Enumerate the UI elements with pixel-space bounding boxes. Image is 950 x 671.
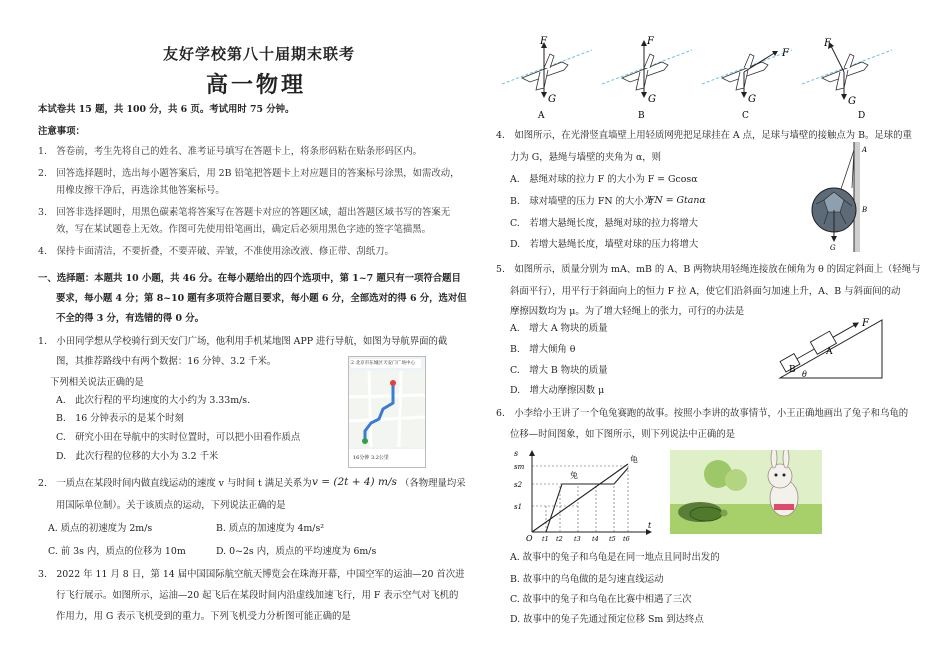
section1-line: 不全的得 3 分，有选错的得 0 分。 [56,313,204,324]
fig-c-label: C [742,111,749,121]
fig-b-label: B [638,111,645,121]
q5-fig-f-label: F [862,318,869,329]
q3-force-figures [492,32,900,122]
graph-rabbit-label: 兔 [570,471,578,480]
q4-option-d: D. 若增大悬绳长度，墙壁对球的压力将增大 [510,239,699,250]
fig-b-f-label: F [647,36,654,47]
navigation-map-figure [348,356,426,468]
q1-option-b: B. 16 分钟表示的是某个时刻 [56,413,184,424]
fig-d-label: D [858,111,866,121]
q4-fig-a-label: A [862,146,868,154]
graph-t-label: t [648,521,652,530]
q2-stem: 2. 一质点在某段时间内做直线运动的速度 v 与时间 t 满足关系为 [38,478,312,489]
graph-tick-t1: t1 [542,535,549,542]
q4-option-b: B. 球对墙壁的压力 FN 的大小为 [510,196,654,207]
fig-d-f-label: F [824,38,831,49]
q2-option-b: B. 质点的加速度为 4m/s² [216,523,325,534]
q6-st-graph [510,448,656,542]
school-title: 友好学校第八十届期末联考 [163,45,356,63]
q2-option-d: D. 0~2s 内，质点的平均速度为 6m/s [216,546,377,557]
q1-stem: 1. 小田同学想从学校骑行到天安门广场，他利用手机某地图 APP 进行导航，如图为导航界面的截 [38,336,448,347]
plane-figure-b [602,40,692,98]
q6-option-d: D. 故事中的兔子先通过预定位移 Sm 到达终点 [510,614,704,625]
q2-option-a: A. 质点的初速度为 2m/s [48,523,153,534]
q1-option-c: C. 研究小田在导航中的实时位置时，可以把小田看作质点 [56,432,301,443]
q1-option-a: A. 此次行程的平均速度的大小约为 3.33m/s. [56,395,251,406]
q2-formula: v = (2t + 4) m/s [312,476,397,488]
graph-tick-t5: t5 [609,535,616,542]
fig-b-g-label: G [648,94,656,105]
subject-title: 高一物理 [206,72,307,98]
q2-stem-tail: （各物理量均采 [400,478,466,489]
q5-stem: 5. 如图所示，质量分别为 mA、mB 的 A、B 两物块用轻绳连接放在倾角为 θ 的固定斜面上（轻绳与 [496,264,921,275]
plane-figure-d [802,42,892,100]
q4-option-c: C. 若增大悬绳长度，悬绳对球的拉力将增大 [510,218,698,229]
q5-incline-figure [776,316,888,382]
graph-tick-t2: t2 [556,535,563,542]
fig-c-f-label: F [782,48,789,59]
graph-s-label: s [514,449,519,458]
q4-stem: 力为 G，悬绳与墙壁的夹角为 α，则 [510,152,662,163]
section1-line: 要求，每小题 4 分；第 8~10 题有多项符合题目要求，每小题 6 分，全部选对的得 6 分，选对但 [56,293,467,304]
q6-option-c: C. 故事中的兔子和乌龟在比赛中相遇了三次 [510,594,692,605]
q1-option-d: D. 此次行程的位移的大小为 3.2 千米 [56,451,219,462]
plane-figure-a [502,42,592,98]
graph-s1-label: s1 [514,503,523,511]
graph-s2-label: s2 [514,481,523,489]
q5-fig-b-label: B [789,365,796,375]
q4-stem: 4. 如图所示，在光滑竖直墙壁上用轻质网兜把足球挂在 A 点，足球与墙壁的接触点为 B。足球的重 [496,130,912,141]
q4-fig-b-label: B [862,206,868,214]
q3-stem: 行飞行展示。如图所示，运油—20 起飞后在某段时间内沿虚线加速飞行，用 F 表示空气对飞机的 [56,590,459,601]
q4-ball-figure [804,142,874,252]
notice-item: 4. 保持卡面清洁，不要折叠，不要弄破、弄皱，不准使用涂改液、修正带、刮纸刀。 [38,246,394,257]
q1-stem: 下列相关说法正确的是 [50,377,144,388]
fig-d-g-label: G [848,96,856,107]
q3-stem: 3. 2022 年 11 月 8 日，第 14 届中国国际航空航天博览会在珠海开幕，中国空军的运油—20 首次进 [38,569,465,580]
graph-sm-label: sm [514,463,525,471]
fig-a-label: A [538,111,545,121]
fig-a-g-label: G [548,94,556,105]
graph-origin-label: O [526,534,533,542]
q2-stem: 用国际单位制）。关于该质点的运动，下列说法正确的是 [56,500,286,511]
notice-item: 用橡皮擦干净后，再选涂其他答案标号。 [56,185,225,196]
q6-option-b: B. 故事中的乌龟做的是匀速直线运动 [510,574,664,585]
notice-item: 1. 答卷前，考生先将自己的姓名、准考证号填写在答题卡上，将条形码粘在贴条形码区内。 [38,146,422,157]
graph-tortoise-label: 龟 [630,455,638,464]
q6-stem: 位移—时间图象，如下图所示，则下列说法中正确的是 [510,429,736,440]
plane-figure-c [702,50,792,98]
q5-stem: 斜面平行），用平行于斜面向上的恒力 F 拉 A，使它们沿斜面匀加速上升，A、B 与斜面间的动 [510,286,901,297]
notice-item: 3. 回答非选择题时，用黑色碳素笔将答案写在答题卡对应的答题区域，超出答题区域书写的答案无 [38,207,451,218]
q3-stem: 作用力，用 G 表示飞机受到的重力。下列飞机受力分析图可能正确的是 [56,611,351,622]
notice-item: 2. 回答选择题时，选出每小题答案后，用 2B 铅笔把答题卡上对应题目的答案标号涂黑，如需改动， [38,168,460,179]
graph-tick-t3: t3 [574,535,581,542]
notice-item: 效，写在某试题卷上无效。作图可先使用铅笔画出，确定后必须用黑色字迹的签字笔描黑。 [56,224,432,235]
q4-option-b-formula: FN = Gtanα [648,195,706,206]
q5-option-c: C. 增大 B 物块的质量 [510,365,608,376]
q2-option-c: C. 前 3s 内，质点的位移为 10m [48,546,186,557]
q4-option-a: A. 悬绳对球的拉力 F 的大小为 F = Gcosα [510,174,698,185]
q5-option-b: B. 增大倾角 θ [510,344,576,355]
q4-fig-g-label: G [830,244,836,252]
graph-tick-t6: t6 [623,535,630,542]
q6-stem: 6. 小李给小王讲了一个龟兔赛跑的故事。按照小李讲的故事情节，小王正确地画出了兔子和乌龟的 [496,408,909,419]
map-search-bar: 2 北京市东城区天安门广场中心 [351,359,421,368]
q5-fig-a-label: A [826,347,833,357]
graph-tick-t4: t4 [592,535,599,542]
q5-stem: 摩擦因数均为 μ。为了增大轻绳上的张力，可行的办法是 [510,306,745,317]
q5-option-d: D. 增大动摩擦因数 μ [510,385,605,396]
fig-a-f-label: F [540,36,547,47]
fig-c-g-label: G [748,94,756,105]
q5-option-a: A. 增大 A 物块的质量 [510,323,608,334]
q1-stem: 图，其推荐路线中有两个数据：16 分钟、3.2 千米。 [56,356,277,367]
q5-fig-theta-label: θ [802,370,807,379]
map-route-summary: 16分钟 3.2公里 [349,449,425,467]
exam-info: 本试卷共 15 题，共 100 分，共 6 页。考试用时 75 分钟。 [38,104,295,115]
section1-line: 一、选择题：本题共 10 小题，共 46 分。在每小题给出的四个选项中，第 1~7 题只有一项符合题目 [38,273,461,284]
q6-race-illustration [670,450,822,534]
notice-title: 注意事项： [38,126,85,137]
q6-option-a: A. 故事中的兔子和乌龟是在同一地点且同时出发的 [510,552,720,563]
